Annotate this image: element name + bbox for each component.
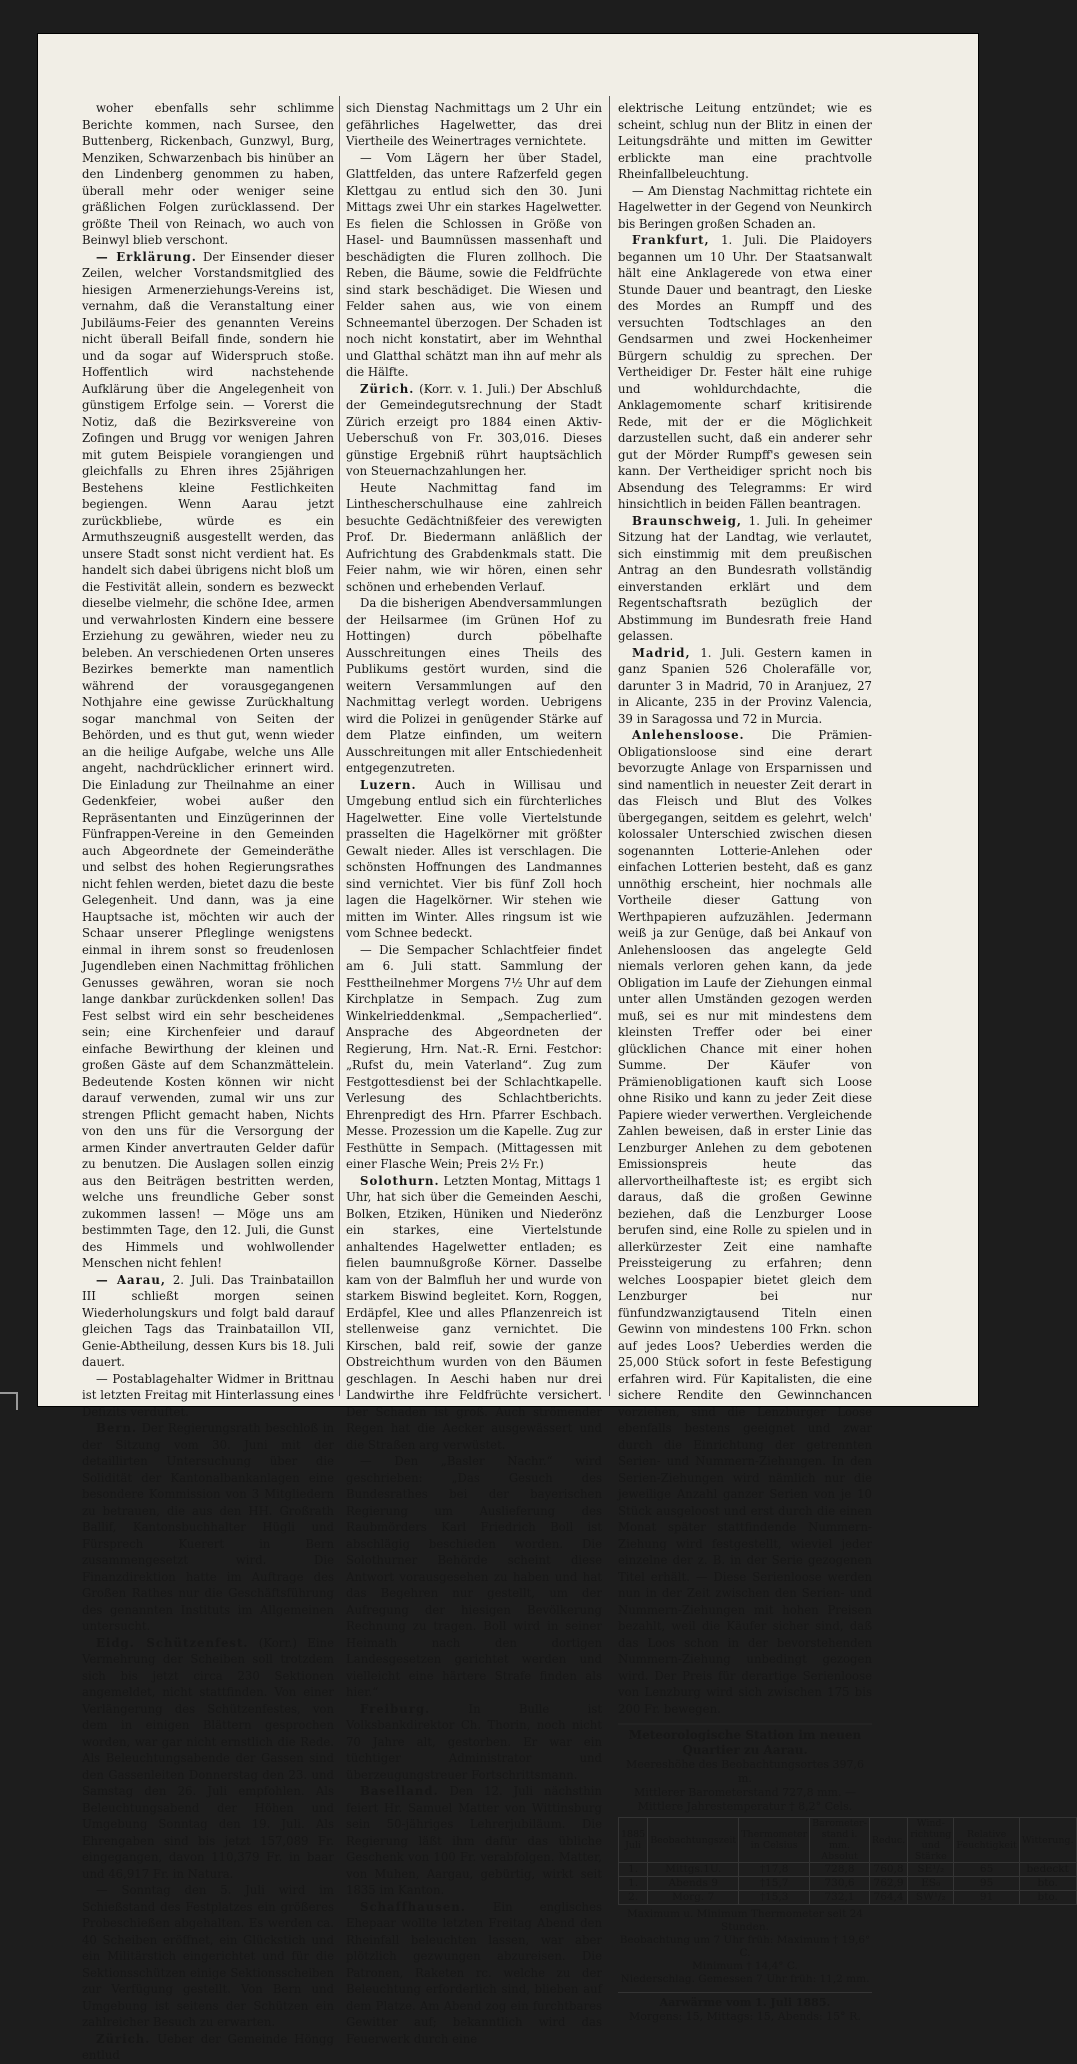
article-text: (Korr.) Eine Vermehrung der Scheiben soll trotzdem sich bis jetzt circa 230 Sektionen angemeldet, nicht stattfinden. Von einer Verlängerung des Schützenfestes, von dem in einigen Blättern gesprochen worden, war gar nicht ernstlich die Rede. Als Beleuchtungsabende der Gassen sind den Gassenleiten Donnerstag den 23. und Samstag den 26. Juli empfohlen. Als Beleuchtungsabend der Höhen und Umgebung Sonntag den 19. Juli. Als Ehrengaben sind bis jetzt 157,089 Fr. eingegangen, davon 110,379 Fr. in baar und 46,917 Fr. in Natura. — [82, 1635, 335, 1881]
article-paragraph — [346, 480, 602, 596]
article-text: elektrische Leitung entzündet; wie es scheint, schlug nun der Blitz in einen der Leitungsdrähte und mitten im Gewitter erblickte man eine prachtvolle Rheinfallbeleuchtung. — [618, 101, 872, 181]
weather-column-header: Relative Feuchtigkeit — [954, 1818, 1019, 1863]
column-divider — [339, 96, 340, 1396]
article-dateline: Eidg. Schützenfest. — [96, 1635, 249, 1650]
weather-row — [619, 1891, 1077, 1905]
article-text: — Am Dienstag Nachmittag richtete ein Hagelwetter in der Gegend von Neunkirch bis Beringen großen Schaden an. — [618, 183, 872, 231]
weather-cell: 1. — [619, 1877, 648, 1891]
article-text: — Den „Basler Nachr.“ wird geschrieben: „Das Gesuch des Bundesrathes bei der bayerischen Regierung um Auslieferung des Raubmörders Karl Friedrich Boll ist abschlägig beschieden worden. Die Solothurner Behörde scheint diese Antwort vorausgesehen zu haben und hat das Begehren nur gestellt, um der Aufregung der hiesigen Bevölkerung Rechnung zu tragen. Boll wird in seiner Heimath nach den dortigen Landesgesetzen gerichtet werden und vielleicht eine härtere Strafe finden als hier.“ — [346, 1454, 602, 1699]
weather-cell: 2. — [619, 1891, 648, 1905]
weather-cell: 91 — [954, 1891, 1019, 1905]
article-text: Da die bisherigen Abendversammlungen der Heilsarmee (im Grünen Hof zu Hottingen) durch pöbelhafte Ausschreitungen eines Theils des Publikums gestört wurden, sind die weitern Versammlungen auf den Nachmittag verlegt worden. Uebrigens wird die Polizei in genügender Stärke auf dem Platze einfinden, um weitern Ausschreitungen mit aller Entschiedenheit entgegenzutreten. — [346, 596, 602, 775]
article-dateline: Frankfurt, — [632, 233, 710, 247]
weather-cell: Morg. 7 — [648, 1891, 739, 1905]
weather-row — [619, 1863, 1077, 1877]
article-paragraph — [346, 1453, 602, 1701]
article-text: Den 12. Juli nächsthin feiert Hr. Samuel Matter von Wittinsburg sein 50-jähriges Lehrerjubiläum. Die Regierung läßt ihm dafür das übliche Geschenk von 100 Fr. verabfolgen. Matter, von Muhen, Aargau, gebürtig, wirkt seit 1835 im Kanton. — [346, 1784, 602, 1897]
weather-cell: 65 — [954, 1863, 1019, 1877]
article-text: woher ebenfalls sehr schlimme Berichte kommen, nach Sursee, den Buttenberg, Rickenbach, Gunzwyl, Burg, Menziken, Schwarzenbach bis hinüber an den Lindenberg genommen zu haben, überall mehr oder weniger seine gräßlichen Folgen zurücklassend. Der größte Theil von Reinach, wo auch von Beinwyl blieb verschont. — [82, 101, 334, 247]
weather-cell: 732,1 — [810, 1891, 870, 1905]
weather-cell: 1. — [619, 1863, 648, 1877]
weather-elevation: Meereshöhe des Beobachtungsortes 397,6 m. — [626, 1758, 864, 1785]
article-dateline: — Aarau, — [96, 1272, 166, 1287]
weather-cell: 95 — [954, 1877, 1019, 1891]
article-text: 2. Juli. Das Trainbataillon III schließt morgen seinen Wiederholungskurs und folgt bald darauf gleichen Tags das Trainbataillon VII, Genie-Abtheilung, dessen Kurs bis 18. Juli dauert. — [82, 1272, 334, 1369]
weather-station-report — [618, 1723, 1074, 2024]
scan-corner-mark — [0, 1392, 18, 1410]
weather-cell: bedeckt — [1019, 1863, 1076, 1877]
article-paragraph — [82, 1882, 334, 2031]
column-1 — [82, 100, 335, 2062]
article-text: Ueber der Gemeinde Höngg entlud — [82, 2031, 334, 2062]
newspaper-page — [38, 34, 1074, 2062]
article-paragraph — [82, 2031, 334, 2064]
article-text: Auch in Willisau und Umgebung entlud sich ein fürchterliches Hagelwetter. Eine volle Viertelstunde prasselten die Hagelkörner mit größter Gewalt nieder. Alles ist verschlagen. Die schönsten Hoffnungen des Landmannes sind vernichtet. Vier bis fünf Zoll hoch lagen die Hagelkörner. Wir stehen wie mitten im Winter. Alles ringsum ist wie vom Schnee bedeckt. — [346, 777, 603, 940]
article-paragraph — [82, 1635, 334, 1883]
article-paragraph — [82, 1272, 334, 1371]
article-text: Heute Nachmittag fand im Linthescherschulhause eine zahlreich besuchte Gedächtnißfeier des verewigten Prof. Dr. Biedermann anläßlich der Aufrichtung des Grabdenkmals statt. Die Feier nahm, wie wir hören, einen sehr schönen und erhebenden Verlauf. — [346, 480, 602, 594]
article-paragraph — [346, 1783, 602, 1899]
weather-cell: Mittgs.1U. — [648, 1863, 739, 1877]
article-text: 1. Juli. In geheimer Sitzung hat der Landtag, wie verlautet, sich einstimmig mit dem preußischen Antrag an den Bundesrath vollständig einverstanden erklärt und dem Regentschaftsrath bezüglich der Abstimmung im Bundesrath freie Hand gelassen. — [618, 513, 873, 643]
article-dateline: Schaffhausen. — [360, 1899, 466, 1914]
weather-table — [618, 1817, 1077, 1905]
weather-maximum: Beobachtung um 7 Uhr früh: Maximum † 19,6° C. — [619, 1934, 871, 1959]
weather-cell: †15,3 — [739, 1891, 810, 1905]
weather-minmax-note: Maximum u. Minimum Thermometer seit 24 Stunden. — [626, 1908, 864, 1933]
weather-cell: †17,8 — [739, 1863, 810, 1877]
weather-title: Meteorologische Station im neuen Quartier zu Aarau. — [628, 1728, 862, 1757]
weather-column-header: 1885 Juli — [619, 1818, 648, 1863]
article-paragraph — [346, 1899, 602, 2048]
weather-column-header: Witterung. — [1019, 1818, 1076, 1863]
article-dateline: Anlehensloose. — [632, 728, 745, 742]
weather-column-header: Beobachtungszeit — [648, 1818, 739, 1863]
article-paragraph — [618, 645, 872, 728]
article-text: 1. Juli. Gestern kamen in ganz Spanien 526 Cholerafälle vor, darunter 3 in Madrid, 70 in Aranjuez, 27 in Alicante, 235 in der Provinz Valencia, 39 in Saragossa und 72 in Murcia. — [618, 645, 872, 726]
weather-row — [619, 1877, 1077, 1891]
article-paragraph — [82, 100, 334, 249]
column-divider — [609, 96, 610, 1396]
aar-title: Aarwärme vom 1. Juli 1885. — [659, 1996, 831, 2009]
article-paragraph — [346, 777, 602, 942]
article-paragraph — [82, 1371, 334, 1421]
article-dateline: Baselland. — [360, 1784, 439, 1798]
weather-column-header: Wind-richtung und Stärke — [908, 1818, 954, 1863]
article-text: Der Einsender dieser Zeilen, welcher Vorstandsmitglied des hiesigen Armenerziehungs-Vereins ist, vernahm, daß die Veranstaltung einer Jubiläums-Feier des genannten Vereins nicht überall Beifall finde, sondern hie und da sogar auf Widerspruch stoße. Hoffentlich wird nachstehende Aufklärung über die Angelegenheit von günstigem Erfolge sein. — Vorerst die Notiz, daß die Bezirksvereine von Zofingen und Brugg vor wenigen Jahren mit gutem Beispiele vorangiengen und gleichfalls zu Ehren ihres 25jährigen Bestehens kleine Festlichkeiten begiengen. Wenn Aarau jetzt zurückbliebe, würde es ein Armuthszeugniß ausgestellt werden, das unsere Stadt sonst nicht verdient hat. Es handelt sich dabei übrigens nicht bloß um die Festivität allein, sondern es bezweckt dieselbe vielmehr, die schöne Idee, armen und verwahrlosten Kindern eine bessere Erziehung zu gewähren, wieder neu zu beleben. An verschiedenen Orten unseres Bezirkes bemerkte man namentlich während der vorausgegangenen Nothjahre eine gewisse Zurückhaltung sogar manchmal von Seiten der Behörden, und es thut gut, wenn wieder an die heilige Aufgabe, welche uns Alle angeht, nachdrücklicher erinnert wird. Die Einladung zur Theilnahme an einer Gedenkfeier, wobei außer den Repräsentanten und Einzügerinnen der Fünfrappen-Vereine in den Gemeinden auch Abgeordnete der Gemeinderäthe und selbst des hohen Regierungsrathes nicht fehlen werden, bietet dazu die beste Gelegenheit. Und dann, was ja eine Hauptsache ist, möchten wir auch der Schaar unserer Pfleglinge wenigstens einmal in ihrem sonst so freudenlosen Jugendleben einen Nachmittag fröhlichen Genusses gewähren, woran sie noch lange dankbar zurückdenken sollen! Das Fest selbst wird ein sehr bescheidenes sein; eine Kirchenfeier und darauf einfache Bewirthung der kleinen und großen Gäste auf dem Schanzmättelein. Bedeutende Kosten können wir nicht darauf verwenden, zumal wir uns zur strengen Pflicht gemacht haben, Nichts von den uns für die Versorgung der armen Kinder anvertrauten Gelder dafür zu benutzen. Die Auslagen sollen einzig aus den Beiträgen bestritten werden, welche uns freundliche Geber sonst zukommen lassen! — Möge uns am bestimmten Tage, den 12. Juli, die Gunst des Himmels und wohlwollender Menschen nicht fehlen! — [82, 249, 335, 1270]
aar-values: Morgens: 15, Mittags: 15, Abends: 15° R. — [629, 2010, 861, 2023]
article-text: Letzten Montag, Mittags 1 Uhr, hat sich über die Gemeinden Aeschi, Bolken, Etziken, Hüniken und Niederönz ein starkes, eine Viertelstunde anhaltendes Hagelwetter entladen; es fielen baumnußgroße Körner. Dasselbe kam von der Balmfluh her und wurde von starkem Biswind begleitet. Korn, Roggen, Erdäpfel, Klee und alles Pflanzenreich ist stellenweise ganz vernichtet. Die Kirschen, bald reif, sowie der ganze Obstreichthum wurden von den Bäumen geschlagen. In Aeschi haben nur drei Landwirthe ihre Feldfrüchte versichert. Der Schaden ist groß. Auch strömender Regen hat die Aecker ausgewässert und die Straßen arg verwüstet. — [346, 1173, 602, 1452]
article-dateline: Bern. — [96, 1421, 138, 1435]
article-paragraph — [346, 100, 602, 150]
article-dateline: Solothurn. — [360, 1173, 440, 1188]
article-paragraph — [346, 595, 602, 777]
article-text: In Bulle ist Volksbankdirektor Ch. Thorin, noch nicht 70 Jahre alt, gestorben. Er war ein tüchtiger Administrator und überzeugungstreuer Fortschrittsmann. — [346, 1701, 603, 1782]
weather-cell: bto. — [1019, 1877, 1076, 1891]
article-paragraph — [82, 1420, 334, 1635]
article-dateline: Braunschweig, — [632, 513, 742, 528]
article-text: 1. Juli. Die Plaidoyers begannen um 10 Uhr. Der Staatsanwalt hält eine Anklagerede von etwa einer Stunde Dauer und beantragt, den Lieske des Mordes an Rumpff und des versuchten Todtschlages an den Gendsarmen und zwei Hockenheimer Bürgern schuldig zu sprechen. Der Vertheidiger Dr. Fester hält eine ruhige und wohldurchdachte, die Anklagemomente scharf kritisirende Rede, mit der er die Möglichkeit darzustellen sucht, daß ein anderer sehr gut der Mörder Rumpff's gewesen sein kann. Der Vertheidiger spricht noch bis Absendung des Telegramms: Er wird hinsichtlich in beiden Fällen beantragen. — [618, 233, 873, 511]
weather-precipitation: Niederschlag. Gemessen 7 Uhr früh: 11,2 mm. — [620, 1973, 870, 1985]
weather-column-header: Thermometer in Celsius — [739, 1818, 810, 1863]
weather-column-header: Barometer-stand i. mm. Absolut — [810, 1818, 870, 1863]
article-text: — Sonntag den 5. Juli wird im Schießstand des Festplatzes ein größeres Probeschießen abgehalten. Es werden ca. 40 Scheiben eröffnet, ein Glückstich und ein Militärstich eingerichtet und für die Sektionsschützen einige Sektionsscheiben zur Verfügung gestellt. Von Bern und Umgebung ist seitens der Schützen ein zahlreicher Besuch zu erwarten. — [82, 1883, 334, 2029]
article-text: Ein englisches Ehepaar wollte letzten Freitag Abend den Rheinfall beleuchten lassen, war aber plötzlich gezwungen abzureisen. Die Patronen, Raketen rc. welche zu der Beleuchtung erforderlich sind, blieben auf dem Platze. Am Abend zog ein furchtbares Gewitter auf; bekanntlich wird das Feuerwerk durch eine — [346, 1899, 602, 2046]
article-paragraph — [346, 381, 602, 480]
article-paragraph — [618, 100, 872, 183]
article-paragraph — [618, 232, 872, 513]
article-dateline: Zürich. — [96, 2031, 151, 2046]
weather-cell: ES₀ — [908, 1877, 954, 1891]
article-dateline: Freiburg. — [360, 1701, 431, 1716]
article-paragraph — [618, 183, 872, 233]
article-paragraph — [618, 727, 872, 1717]
article-paragraph — [82, 249, 334, 1272]
weather-minimum: Minimum † 14,4° C. — [692, 1960, 798, 1972]
weather-column-header: Reduc. — [869, 1818, 907, 1863]
article-dateline: — Erklärung. — [96, 249, 197, 264]
weather-cell: 764,4 — [869, 1891, 907, 1905]
column-2 — [346, 100, 603, 2046]
article-paragraph — [346, 1701, 602, 1784]
weather-cell: †15,7 — [739, 1877, 810, 1891]
article-text: Die Prämien-Obligationsloose sind eine derart bevorzugte Anlage von Ersparnissen und sind namentlich in neuester Zeit derart in das Fleisch und Blut des Volkes übergegangen, seitdem es gelehrt, welch' kolossaler Unterschied zwischen diesen sogenannten Lotterie-Anlehen oder einfachen Lotterien besteht, daß es ganz unnöthig erscheint, hier nochmals alle Vortheile dieser Gattung von Werthpapieren aufzuzählen. Jedermann weiß ja zur Genüge, daß bei Ankauf von Anlehensloosen das angelegte Geld niemals verloren gehen kann, da jede Obligation im Laufe der Ziehungen einmal unter allen Umständen gezogen werden muß, sei es nur mit mindestens dem kleinsten Treffer oder bei einer glücklichen Chance mit einer hohen Summe. Der Käufer von Prämienobligationen kauft sich Loose ohne Risiko und kann zu jeder Zeit diese Papiere wieder verwerthen. Vergleichende Zahlen beweisen, daß in erster Linie das Lenzburger Anlehen zu dem gebotenen Emissionspreis heute das allervortheilhafteste ist; es ergibt sich daraus, daß die großen Gewinne beziehen, daß die Lenzburger Loose berufen sind, eine Rolle zu spielen und in allerkürzester Zeit eine namhafte Preissteigerung zu erfahren; denn welches Loospapier bietet gleich dem Lenzburger bei nur fünfundzwanzigtausend Titeln einen Gewinn von mindestens 100 Frkn. schon auf jedes Loos? Ueberdies werden die 25,000 Stück sofort in feste Befestigung erfahren wird. Für Kapitalisten, die eine sichere Rendite den Gewinnchancen vorziehen, sind die Lenzburger Loose ebenfalls bestens geeignet und zwar durch die Einrichtung der getrennten Serien- und Nummern-Ziehungen. In den Serien-Ziehungen wird nämlich nur die jeweilige Anzahl ganzer Serien von je 10 Stück ausgeloost und erst durch die einen Monat später stattfindende Nummern-Ziehung wird festgestellt, wieviel jeder einzelne der z. B. in der Serie gezogenen Titel erhält. — Diese Serienloose werden nun in der Zeit zwischen den Serien- und Nummern-Ziehungen mit hohen Preisen bezahlt, weil die Käufer sicher sind, daß das Loos schon in der bevorstehenden Nummern-Ziehung unbedingt gezogen wird. Der Preis für derartige Serienloose von Lenzburg wird sich zwischen 175 bis 200 Fr. bewegen. — [618, 728, 873, 1716]
article-dateline: Madrid, — [632, 645, 691, 660]
weather-cell: 728,8 — [810, 1863, 870, 1877]
article-paragraph — [618, 513, 872, 645]
article-text: — Vom Lägern her über Stadel, Glattfelden, das untere Rafzerfeld gegen Klettgau zu entlud sich den 30. Juni Mittags zwei Uhr ein starkes Hagelwetter. Es fielen die Schlossen in Größe von Hasel- und Baumnüssen massenhaft und beschädigten die Fluren zollhoch. Die Reben, die Bäume, sowie die Feldfrüchte sind stark beschädiget. Die Wiesen und Felder sahen aus, wie von einem Schneemantel überzogen. Der Schaden ist noch nicht konstatirt, aber im Wehnthal und Glatthal schätzt man ihn auf mehr als die Hälfte. — [346, 150, 602, 379]
weather-cell: 762,9 — [869, 1877, 907, 1891]
weather-cell: Abends 9 — [648, 1877, 739, 1891]
article-text: — Postablagehalter Widmer in Brittnau ist letzten Freitag mit Hinterlassung eines Defizits verduftet. — [82, 1371, 334, 1419]
weather-cell: SE¹/₂ — [908, 1863, 954, 1877]
article-paragraph — [346, 1173, 602, 1454]
column-3-articles — [618, 100, 872, 1717]
weather-cell: SW¹/₂ — [908, 1891, 954, 1905]
article-text: sich Dienstag Nachmittags um 2 Uhr ein gefährliches Hagelwetter, das drei Viertheile des Weinertrages vernichtete. — [346, 101, 602, 148]
article-text: (Korr. v. 1. Juli.) Der Abschluß der Gemeindegutsrechnung der Stadt Zürich erzeigt pro 1884 einen Aktiv-Ueberschuß von Fr. 303,016. Dieses günstige Ergebniß rührt hauptsächlich von Steuernachzahlungen her. — [346, 381, 602, 478]
article-paragraph — [346, 942, 602, 1173]
article-text: Der Regierungsrath beschloß in der Sitzung vom 30. Juni mit der detaillirten Untersuchung über die Solidität der Kantonalbankanlagen eine besondere Kommission von 3 Mitgliedern zu betrauen, die aus den HH. Großrath Ballif, Kantonsbuchhalter Hügli und Fürsprech Kuerert in Bern zusammengesetzt wird. Die Finanzdirektion hatte im Auftrage des Großen Rathes nur die Geschäftsführung des genannten Instituts im Allgemeinen untersucht. — [82, 1421, 335, 1633]
article-text: — Die Sempacher Schlachtfeier findet am 6. Juli statt. Sammlung der Festtheilnehmer Morgens 7½ Uhr auf dem Kirchplatze in Sempach. Zug zum Winkelrieddenkmal. „Sempacherlied“. Ansprache des Abgeordneten der Regierung, Hrn. Nat.-R. Erni. Festchor: „Rufst du, mein Vaterland“. Zug zum Festgottesdienst bei der Schlachtkapelle. Verlesung des Schlachtberichts. Ehrenpredigt des Hrn. Pfarrer Eschbach. Messe. Prozession um die Kapelle. Zug zur Festhütte in Sempach. (Mittagessen mit einer Flasche Wein; Preis 2½ Fr.) — [346, 942, 602, 1171]
column-3 — [618, 100, 1074, 2023]
weather-cell: bto. — [1019, 1891, 1076, 1905]
aar-temperature — [618, 1992, 872, 2024]
article-dateline: Zürich. — [360, 381, 415, 396]
weather-cell: 760,8 — [869, 1863, 907, 1877]
weather-mean-values: Mittlerer Barometerstand 727,8 mm. —Mittlere Jahrestemperatur † 8,2° Cels. — [634, 1786, 856, 1813]
article-dateline: Luzern. — [360, 777, 417, 792]
weather-cell: 730,6 — [810, 1877, 870, 1891]
article-paragraph — [346, 150, 602, 381]
